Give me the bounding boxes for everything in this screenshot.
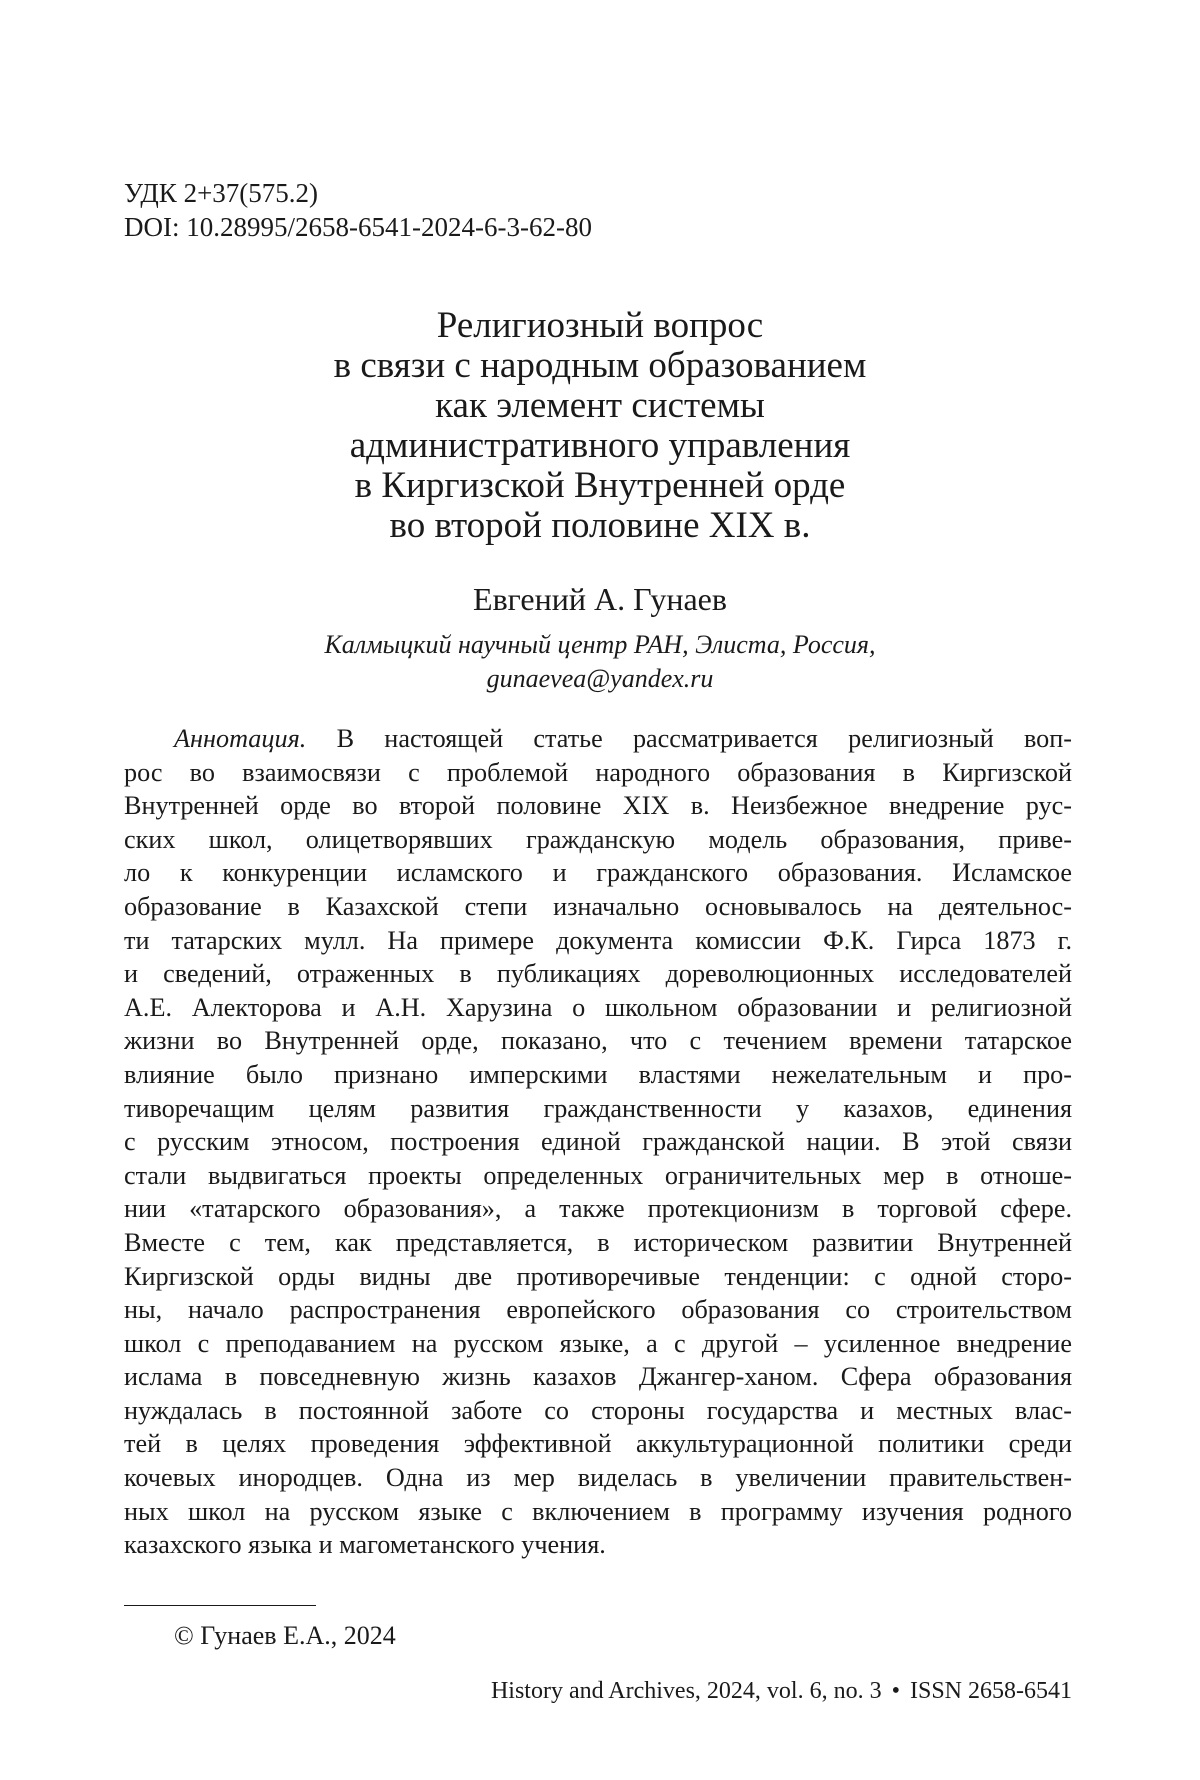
issn-number: ISSN 2658-6541 <box>910 1678 1072 1704</box>
abstract-line: Внутренней орде во второй половине XIX в. Неизбежное внедрение рус- <box>124 789 1072 823</box>
udc-code: УДК 2+37(575.2) <box>124 176 592 210</box>
abstract-line: нуждалась в постоянной заботе со стороны государства и местных влас- <box>124 1394 1072 1428</box>
journal-footer <box>491 1676 1072 1706</box>
abstract-line: ти татарских мулл. На примере документа комиссии Ф.К. Гирса 1873 г. <box>124 924 1072 958</box>
abstract-line: ных школ на русском языке с включением в программу изучения родного <box>124 1495 1072 1529</box>
abstract-line: и сведений, отраженных в публикациях дореволюционных исследователей <box>124 957 1072 991</box>
abstract-label: Аннотация. <box>174 724 306 753</box>
abstract-line: А.Е. Алекторова и А.Н. Харузина о школьном образовании и религиозной <box>124 991 1072 1025</box>
abstract-line: жизни во Внутренней орде, показано, что с течением времени татарское <box>124 1024 1072 1058</box>
title-line: административного управления <box>124 426 1076 466</box>
author-email[interactable]: gunaevea@yandex.ru <box>124 662 1076 696</box>
article-title <box>124 306 1076 546</box>
abstract-line: Киргизской орды видны две противоречивые тенденции: с одной сторо- <box>124 1260 1072 1294</box>
author-affiliation-block <box>124 628 1076 696</box>
affiliation-text: Калмыцкий научный центр РАН, Элиста, Россия, <box>124 628 1076 662</box>
doi-link[interactable]: DOI: 10.28995/2658-6541-2024-6-3-62-80 <box>124 210 592 244</box>
title-line: как элемент системы <box>124 386 1076 426</box>
udc-doi-block <box>124 176 592 244</box>
abstract-line <box>124 722 1072 756</box>
journal-citation: History and Archives, 2024, vol. 6, no. 3 <box>491 1678 882 1704</box>
title-line: во второй половине XIX в. <box>124 506 1076 546</box>
copyright-notice: © Гунаев Е.А., 2024 <box>174 1620 396 1652</box>
abstract-line: нии «татарского образования», а также протекционизм в торговой сфере. <box>124 1192 1072 1226</box>
abstract-line: стали выдвигаться проекты определенных ограничительных мер в отноше- <box>124 1159 1072 1193</box>
abstract-line: школ с преподаванием на русском языке, а с другой – усиленное внедрение <box>124 1327 1072 1361</box>
title-line: в связи с народным образованием <box>124 346 1076 386</box>
abstract-line: кочевых инородцев. Одна из мер виделась в увеличении правительствен- <box>124 1461 1072 1495</box>
abstract-line: влияние было признано имперскими властями нежелательным и про- <box>124 1058 1072 1092</box>
abstract-line: Вместе с тем, как представляется, в историческом развитии Внутренней <box>124 1226 1072 1260</box>
bullet-separator: • <box>882 1678 910 1704</box>
footnote-divider <box>124 1605 316 1606</box>
abstract-line-text: В настоящей статье рассматривается религиозный воп- <box>306 724 1072 753</box>
abstract-line: тей в целях проведения эффективной аккультурационной политики среди <box>124 1427 1072 1461</box>
abstract-line: ны, начало распространения европейского образования со строительством <box>124 1293 1072 1327</box>
article-page <box>0 0 1200 1780</box>
abstract-line: ло к конкуренции исламского и гражданского образования. Исламское <box>124 856 1072 890</box>
abstract-line: казахского языка и магометанского учения. <box>124 1528 1072 1562</box>
abstract-block <box>124 722 1072 1562</box>
title-line: Религиозный вопрос <box>124 306 1076 346</box>
author-name: Евгений А. Гунаев <box>124 580 1076 618</box>
abstract-line: с русским этносом, построения единой гражданской нации. В этой связи <box>124 1125 1072 1159</box>
abstract-line: рос во взаимосвязи с проблемой народного образования в Киргизской <box>124 756 1072 790</box>
abstract-line: образование в Казахской степи изначально основывалось на деятельнос- <box>124 890 1072 924</box>
abstract-line: ских школ, олицетворявших гражданскую модель образования, приве- <box>124 823 1072 857</box>
abstract-line: ислама в повседневную жизнь казахов Джангер-ханом. Сфера образования <box>124 1360 1072 1394</box>
abstract-line: тиворечащим целям развития гражданственности у казахов, единения <box>124 1092 1072 1126</box>
title-line: в Киргизской Внутренней орде <box>124 466 1076 506</box>
